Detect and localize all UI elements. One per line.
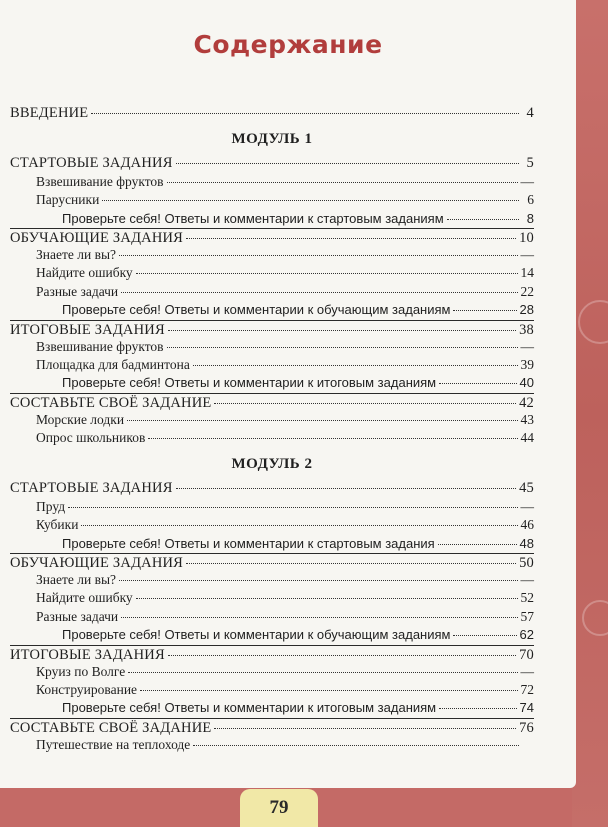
- toc-subsection-label: Площадка для бадминтона: [36, 356, 190, 372]
- toc-subsection-label: Разные задачи: [36, 608, 119, 624]
- toc-subsection-page: 44: [520, 430, 534, 446]
- toc-subsection-label: Кубики: [36, 517, 79, 533]
- toc-intro-label: ВВЕДЕНИЕ: [10, 105, 89, 121]
- dot-leader: [168, 329, 516, 331]
- toc-section[interactable]: [10, 228, 534, 246]
- dot-leader: [121, 291, 517, 293]
- dot-leader: [193, 364, 518, 366]
- dot-leader: [453, 634, 516, 636]
- modules: [10, 128, 534, 754]
- toc-subsection-page: 57: [520, 608, 534, 624]
- toc-answers-item[interactable]: [10, 699, 534, 717]
- dot-leader: [119, 254, 517, 256]
- toc-section-label: ОБУЧАЮЩИЕ ЗАДАНИЯ: [10, 555, 184, 572]
- toc-intro[interactable]: [10, 104, 534, 122]
- module-heading: МОДУЛЬ 1: [231, 131, 313, 148]
- toc-subsection[interactable]: [10, 516, 534, 534]
- toc-answers-item-label: Проверьте себя! Ответы и комментарии к стартовым заданиям: [62, 210, 444, 226]
- dot-leader: [91, 112, 519, 114]
- toc-subsection-label: Взвешивание фруктов: [36, 338, 164, 354]
- toc-section-label: СОСТАВЬТЕ СВОЁ ЗАДАНИЕ: [10, 394, 212, 411]
- toc-section-page: 50: [519, 555, 534, 572]
- toc-section-page: 76: [519, 719, 534, 736]
- toc-subsection-page: —: [520, 498, 534, 514]
- toc-answers-item[interactable]: [10, 301, 534, 319]
- toc-subsection-label: Парусники: [36, 192, 100, 208]
- dot-leader: [102, 199, 519, 201]
- dot-leader: [81, 524, 517, 526]
- toc-subsection-label: Морские лодки: [36, 411, 125, 427]
- toc-section-page: 10: [519, 229, 534, 246]
- dot-leader: [176, 162, 519, 164]
- toc-subsection[interactable]: [10, 191, 534, 209]
- toc-subsection-page: 52: [520, 590, 534, 606]
- toc-answers-item-page: 40: [519, 375, 534, 391]
- toc-subsection-label: Найдите ошибку: [36, 265, 133, 281]
- toc-subsection-page: 39: [520, 356, 534, 372]
- toc-answers-item-page: 28: [519, 302, 534, 318]
- toc-answers-item-label: Проверьте себя! Ответы и комментарии к обучающим заданиям: [62, 302, 451, 318]
- toc-section-label: СТАРТОВЫЕ ЗАДАНИЯ: [10, 155, 173, 172]
- toc-section[interactable]: [10, 553, 534, 571]
- toc-answers-item[interactable]: [10, 626, 534, 644]
- toc-subsection-label: Путешествие на теплоходе: [36, 736, 191, 752]
- toc-subsection-label: Круиз по Волге: [36, 663, 126, 679]
- toc-subsection-page: 46: [520, 517, 534, 533]
- toc-subsection-label: Знаете ли вы?: [36, 246, 117, 262]
- toc-subsection-page: 22: [520, 283, 534, 299]
- toc-section[interactable]: [10, 718, 534, 736]
- toc-answers-item-label: Проверьте себя! Ответы и комментарии к обучающим заданиям: [62, 627, 451, 643]
- toc-answers-item-label: Проверьте себя! Ответы и комментарии к итоговым заданиям: [62, 375, 437, 391]
- dot-leader: [439, 707, 516, 709]
- toc-subsection[interactable]: [10, 338, 534, 356]
- dot-leader: [438, 543, 517, 545]
- dot-leader: [193, 744, 519, 746]
- dot-leader: [128, 671, 517, 673]
- dot-leader: [176, 487, 517, 489]
- toc-section[interactable]: [10, 320, 534, 338]
- dot-leader: [447, 218, 519, 220]
- dot-leader: [127, 419, 517, 421]
- table-of-contents: [10, 104, 534, 754]
- toc-answers-item[interactable]: [10, 374, 534, 392]
- toc-subsection-label: Разные задачи: [36, 283, 119, 299]
- toc-answers-item-page: 8: [526, 210, 534, 226]
- toc-subsection-label: Пруд: [36, 498, 66, 514]
- dot-leader: [136, 597, 518, 599]
- dot-leader: [140, 689, 517, 691]
- toc-subsection-label: Знаете ли вы?: [36, 572, 117, 588]
- toc-subsection[interactable]: [10, 264, 534, 282]
- toc-section[interactable]: [10, 479, 534, 497]
- toc-subsection[interactable]: [10, 681, 534, 699]
- toc-subsection-page: 43: [520, 411, 534, 427]
- toc-answers-item-label: Проверьте себя! Ответы и комментарии к стартовым задания: [62, 535, 435, 551]
- dot-leader: [136, 272, 518, 274]
- toc-section[interactable]: [10, 645, 534, 663]
- dot-leader: [119, 579, 517, 581]
- toc-section-page: 70: [519, 646, 534, 663]
- toc-subsection[interactable]: [10, 571, 534, 589]
- toc-subsection-page: —: [520, 572, 534, 588]
- toc-answers-item-page: 74: [519, 700, 534, 716]
- dot-leader: [121, 616, 517, 618]
- toc-subsection-label: Опрос школьников: [36, 430, 146, 446]
- toc-subsection-label: Найдите ошибку: [36, 590, 133, 606]
- dot-leader: [148, 437, 517, 439]
- toc-answers-item-page: 48: [519, 535, 534, 551]
- toc-answers-item-label: Проверьте себя! Ответы и комментарии к итоговым заданиям: [62, 700, 437, 716]
- module-heading: МОДУЛЬ 2: [231, 456, 313, 473]
- dot-leader: [168, 654, 516, 656]
- toc-subsection-page: —: [520, 173, 534, 189]
- toc-subsection[interactable]: [10, 356, 534, 374]
- toc-section-label: СТАРТОВЫЕ ЗАДАНИЯ: [10, 480, 173, 497]
- toc-subsection[interactable]: [10, 283, 534, 301]
- toc-section-label: ИТОГОВЫЕ ЗАДАНИЯ: [10, 321, 165, 338]
- toc-section[interactable]: [10, 393, 534, 411]
- dot-leader: [167, 346, 518, 348]
- toc-subsection[interactable]: [10, 246, 534, 264]
- toc-subsection-page: 72: [520, 681, 534, 697]
- dot-leader: [214, 727, 516, 729]
- toc-subsection[interactable]: [10, 411, 534, 429]
- dot-leader: [167, 181, 518, 183]
- toc-subsection-page: —: [520, 663, 534, 679]
- toc-section-page: 5: [526, 155, 534, 172]
- toc-subsection[interactable]: [10, 173, 534, 191]
- toc-intro-page: 4: [526, 105, 534, 121]
- toc-section[interactable]: [10, 154, 534, 172]
- toc-subsection-label: Конструирование: [36, 681, 138, 697]
- toc-subsection[interactable]: [10, 663, 534, 681]
- page-number: 79: [240, 789, 318, 827]
- page-title: Содержание: [193, 30, 383, 59]
- dot-leader: [453, 309, 516, 311]
- dot-leader: [68, 506, 517, 508]
- toc-subsection-page: 14: [520, 265, 534, 281]
- toc-section-label: ИТОГОВЫЕ ЗАДАНИЯ: [10, 646, 165, 663]
- toc-section-page: 45: [519, 480, 534, 497]
- toc-subsection[interactable]: [10, 498, 534, 516]
- dot-leader: [186, 237, 516, 239]
- toc-subsection-page: 6: [527, 192, 534, 208]
- page-edge-decoration: [572, 0, 608, 827]
- toc-answers-item[interactable]: [10, 535, 534, 553]
- toc-answers-item[interactable]: [10, 210, 534, 228]
- toc-section-page: 42: [519, 394, 534, 411]
- toc-subsection-page: —: [520, 246, 534, 262]
- toc-subsection[interactable]: [10, 429, 534, 447]
- toc-section-label: СОСТАВЬТЕ СВОЁ ЗАДАНИЕ: [10, 719, 212, 736]
- dot-leader: [214, 402, 516, 404]
- toc-section-page: 38: [519, 321, 534, 338]
- toc-subsection-label: Взвешивание фруктов: [36, 173, 164, 189]
- toc-subsection[interactable]: [10, 736, 534, 754]
- toc-subsection-page: —: [520, 338, 534, 354]
- toc-subsection[interactable]: [10, 589, 534, 607]
- toc-answers-item-page: 62: [519, 627, 534, 643]
- dot-leader: [439, 382, 516, 384]
- toc-section-label: ОБУЧАЮЩИЕ ЗАДАНИЯ: [10, 229, 184, 246]
- toc-subsection[interactable]: [10, 608, 534, 626]
- dot-leader: [186, 562, 516, 564]
